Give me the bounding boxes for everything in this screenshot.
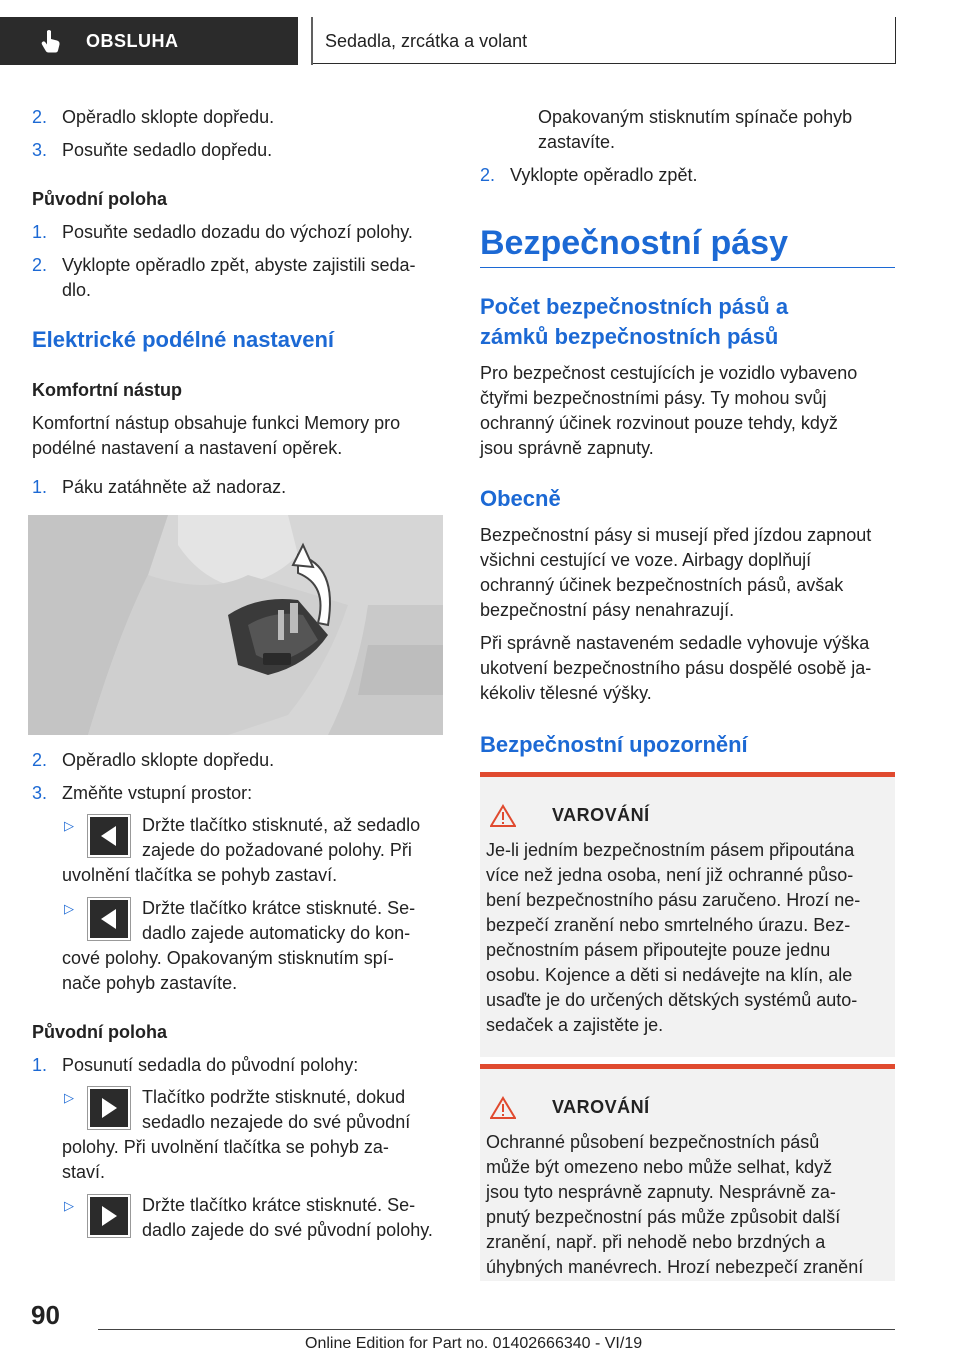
bullet-text: Tlačítko podržte stisknuté, dokud: [142, 1087, 406, 1107]
paragraph-line: Opakovaným stisknutím spínače pohyb: [538, 107, 853, 127]
step-number: 2.: [32, 750, 48, 770]
warning-line: bení bezpečnostního pásu zaručeno. Hrozí ne‐: [486, 890, 861, 910]
bullet-text: Držte tlačítko stisknuté, až sedadlo: [142, 815, 421, 835]
section-heading: Obecně: [480, 486, 561, 511]
bullet-text: dadlo zajede automaticky do kon‐: [142, 923, 411, 943]
step-number: 3.: [32, 140, 48, 160]
edition-text: Online Edition for Part no. 01402666340 - VI/19: [305, 1335, 643, 1352]
warning-box: [480, 1064, 895, 1281]
step-text: Vyklopte opěradlo zpět, abyste zajistili seda‐: [62, 255, 416, 275]
warning-line: více než jedna osoba, není již ochranné půso‐: [486, 865, 854, 885]
warning-triangle-icon: [490, 804, 516, 828]
step-number: 3.: [32, 783, 48, 803]
step-number: 1.: [32, 477, 48, 497]
hand-pointer-icon: [38, 28, 64, 54]
section-heading: Bezpečnostní upozornění: [480, 732, 748, 757]
paragraph-line: jsou správně zapnuty.: [480, 438, 654, 458]
seat-back-button-icon: [88, 815, 130, 857]
paragraph-line: ochranný účinek rozvinout pouze tehdy, když: [480, 413, 838, 433]
paragraph-line: Pro bezpečnost cestujících je vozidlo vybaveno: [480, 363, 858, 383]
bullet-text: cové polohy. Opakovaným stisknutím spí‐: [62, 948, 394, 968]
seat-forward-button-icon: [88, 1087, 130, 1129]
warning-line: usaďte je do určených dětských systémů auto‐: [486, 990, 858, 1010]
bullet-text: sedadlo nezajede do své původní: [142, 1112, 411, 1132]
paragraph-line: čtyřmi bezpečnostními pásy. Ty mohou svůj: [480, 388, 827, 408]
bullet-triangle-icon: ▷: [64, 818, 74, 833]
warning-title: VAROVÁNÍ: [552, 805, 650, 825]
header-divider: [298, 17, 313, 65]
warning-line: bezpečí zranění nebo smrtelného úrazu. Bez‐: [486, 915, 851, 935]
warning-line: Ochranné působení bezpečnostních pásů: [486, 1132, 820, 1152]
paragraph-line: ukotvení bezpečnostního pásu dospělé osobě ja‐: [480, 658, 872, 678]
section-tab[interactable]: [0, 17, 298, 65]
step-text: Opěradlo sklopte dopředu.: [62, 107, 275, 127]
step-text: Páku zatáhněte až nadoraz.: [62, 477, 287, 497]
bullet-triangle-icon: ▷: [64, 1198, 74, 1213]
step-number: 1.: [32, 222, 48, 242]
chapter-header: [313, 17, 896, 64]
paragraph-line: podélné nastavení a nastavení opěrek.: [32, 438, 343, 458]
footer-rule: [98, 1329, 895, 1330]
section-title: OBSLUHA: [86, 31, 179, 51]
bullet-text: staví.: [62, 1162, 106, 1182]
bullet-text: nače pohyb zastavíte.: [62, 973, 238, 993]
bullet-triangle-icon: ▷: [64, 901, 74, 916]
step-number: 2.: [32, 255, 48, 275]
paragraph-line: všichni cestující ve voze. Airbagy doplňují: [480, 550, 812, 570]
chapter-title: Sedadla, zrcátka a volant: [325, 31, 528, 51]
warning-line: Je-li jedním bezpečnostním pásem připoutána: [486, 840, 855, 860]
step-number: 2.: [32, 107, 48, 127]
warning-line: sedaček a zajistěte je.: [486, 1015, 664, 1035]
step-text: Posunutí sedadla do původní polohy:: [62, 1055, 359, 1075]
page-number: 90: [31, 1300, 60, 1330]
paragraph-line: kékoliv tělesné výšky.: [480, 683, 652, 703]
bullet-triangle-icon: ▷: [64, 1090, 74, 1105]
paragraph-line: Komfortní nástup obsahuje funkci Memory pro: [32, 413, 401, 433]
warning-line: pečnostním pásem připoutejte pouze jednu: [486, 940, 831, 960]
warning-triangle-icon: [490, 1096, 516, 1120]
warning-line: může být omezeno nebo může selhat, když: [486, 1157, 833, 1177]
section-heading: Počet bezpečnostních pásů a: [480, 294, 789, 319]
paragraph-line: bezpečnostní pásy nenahrazují.: [480, 600, 735, 620]
bullet-text: Držte tlačítko krátce stisknuté. Se‐: [142, 898, 416, 918]
bullet-text: zajede do požadované polohy. Při: [142, 840, 412, 860]
warning-line: osobu. Kojence a děti si nedávejte na klín, ale: [486, 965, 853, 985]
subheading: Původní poloha: [32, 189, 167, 209]
step-number: 2.: [480, 165, 496, 185]
seat-forward-button-icon: [88, 1195, 130, 1237]
bullet-text: polohy. Při uvolnění tlačítka se pohyb za‐: [62, 1137, 389, 1157]
warning-box: [480, 772, 895, 1057]
paragraph-line: Při správně nastaveném sedadle vyhovuje výška: [480, 633, 870, 653]
section-heading: Elektrické podélné nastavení: [32, 327, 335, 352]
paragraph-line: zastavíte.: [538, 132, 616, 152]
step-text: Změňte vstupní prostor:: [62, 783, 253, 803]
step-text: Opěradlo sklopte dopředu.: [62, 750, 275, 770]
step-number: 1.: [32, 1055, 48, 1075]
bullet-text: uvolnění tlačítka se pohyb zastaví.: [62, 865, 338, 885]
seat-back-button-icon: [88, 898, 130, 940]
seat-lever-illustration: [28, 515, 443, 735]
step-text: Posuňte sedadlo dopředu.: [62, 140, 273, 160]
heading-rule: [480, 267, 895, 268]
warning-line: zranění, např. při nehodě nebo brzdných a: [486, 1232, 826, 1252]
chapter-heading: Bezpečnostní pásy: [480, 224, 788, 262]
warning-line: pnutý bezpečnostní pás může způsobit další: [486, 1207, 841, 1227]
step-text: Posuňte sedadlo dozadu do výchozí polohy.: [62, 222, 413, 242]
warning-title: VAROVÁNÍ: [552, 1097, 650, 1117]
bullet-text: Držte tlačítko krátce stisknuté. Se‐: [142, 1195, 416, 1215]
warning-line: jsou tyto nesprávně zapnuty. Nesprávně za‐: [486, 1182, 836, 1202]
section-heading: zámků bezpečnostních pásů: [480, 324, 779, 349]
bullet-text: dadlo zajede do své původní polohy.: [142, 1220, 433, 1240]
subheading: Původní poloha: [32, 1022, 167, 1042]
paragraph-line: Bezpečnostní pásy si musejí před jízdou zapnout: [480, 525, 872, 545]
step-text: dlo.: [62, 280, 92, 300]
paragraph-line: ochranný účinek bezpečnostních pásů, avšak: [480, 575, 844, 595]
subheading: Komfortní nástup: [32, 380, 182, 400]
warning-line: úhybných manévrech. Hrozí nebezpečí zranění: [486, 1257, 864, 1277]
step-text: Vyklopte opěradlo zpět.: [510, 165, 698, 185]
